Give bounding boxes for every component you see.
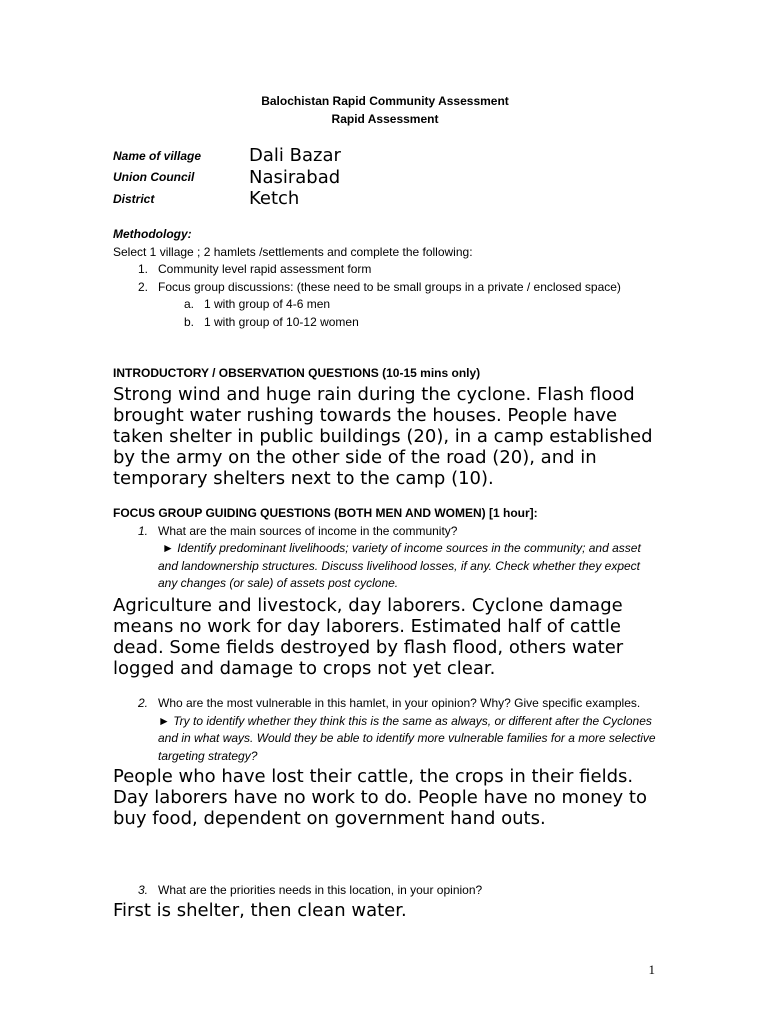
sublist-marker: b. xyxy=(183,314,194,329)
question-text: Who are the most vulnerable in this hamlet, in your opinion? Why? Give specific examples. xyxy=(158,696,641,710)
methodology-item xyxy=(113,279,673,297)
methodology-heading: Methodology: xyxy=(113,227,192,241)
union-council-value: Nasirabad xyxy=(249,166,341,188)
question-text: What are the priorities needs in this location, in your opinion? xyxy=(158,883,483,897)
district-value: Ketch xyxy=(249,188,300,210)
district-label: District xyxy=(113,191,155,206)
methodology-section xyxy=(113,226,673,331)
methodology-intro: Select 1 village ; 2 hamlets /settlements and complete the following: xyxy=(113,244,473,259)
list-item-text: Focus group discussions: (these need to be small groups in a private / enclosed space) xyxy=(158,279,621,294)
list-item-text: Community level rapid assessment form xyxy=(158,262,372,276)
page-number: 1 xyxy=(648,962,655,977)
sublist-item-text: 1 with group of 10-12 women xyxy=(204,314,359,329)
document-subtitle: Rapid Assessment xyxy=(331,111,439,126)
question-item xyxy=(113,695,658,713)
location-info xyxy=(113,145,341,210)
meta-row-union-council xyxy=(113,167,341,189)
document-title: Balochistan Rapid Community Assessment xyxy=(261,94,509,108)
intro-section xyxy=(113,365,653,489)
sublist-item-text: 1 with group of 4-6 men xyxy=(204,297,331,311)
methodology-item xyxy=(113,261,673,279)
list-marker: 1. xyxy=(137,262,148,276)
document-header xyxy=(0,93,770,128)
question-item xyxy=(113,523,658,541)
question-answer: Agriculture and livestock, day laborers. Cyclone damage means no work for day laborers. Estimated half of cattle dead. Some fields destroyed by flash flood, others water logged and damage to crops not yet clear. xyxy=(113,594,624,679)
village-value: Dali Bazar xyxy=(249,145,341,167)
question-item xyxy=(113,882,658,900)
list-marker: 2. xyxy=(137,279,148,294)
question-answer: People who have lost their cattle, the crops in their fields. Day laborers have no work to do. People have no money to buy food, dependent on government hand outs. xyxy=(113,766,648,829)
sublist-marker: a. xyxy=(183,297,194,311)
question-marker: 3. xyxy=(137,883,148,897)
focus-heading: FOCUS GROUP GUIDING QUESTIONS (BOTH MEN AND WOMEN) [1 hour]: xyxy=(113,506,538,520)
meta-row-district xyxy=(113,188,341,210)
intro-answer: Strong wind and huge rain during the cyclone. Flash flood brought water rushing towards the houses. People have taken shelter in public buildings (20), in a camp established by the army on the other side of the road (20), and in temporary shelters next to the camp (10). xyxy=(113,383,653,489)
methodology-subitem xyxy=(113,296,673,314)
question-guidance: ► Try to identify whether they think this is the same as always, or different after the Cyclones and in what ways. Would they be able to identify more vulnerable families for a more selective targeting strategy? xyxy=(158,713,656,763)
question-answer: First is shelter, then clean water. xyxy=(113,899,407,921)
methodology-subitem xyxy=(113,314,673,332)
question-3-block xyxy=(113,882,658,921)
village-label: Name of village xyxy=(113,148,202,163)
question-marker: 2. xyxy=(137,696,148,710)
intro-heading: INTRODUCTORY / OBSERVATION QUESTIONS (10-15 mins only) xyxy=(113,366,481,380)
meta-row-village xyxy=(113,145,341,167)
question-marker: 1. xyxy=(137,523,148,538)
question-guidance: ► Identify predominant livelihoods; variety of income sources in the community; and asset and landownership structures. Discuss livelihood losses, if any. Check whether they expect any changes (or sale) of assets post cyclone. xyxy=(158,541,641,590)
focus-section xyxy=(113,505,658,679)
question-text: What are the main sources of income in the community? xyxy=(158,523,458,538)
union-council-label: Union Council xyxy=(113,170,195,185)
question-2-block xyxy=(113,695,658,829)
